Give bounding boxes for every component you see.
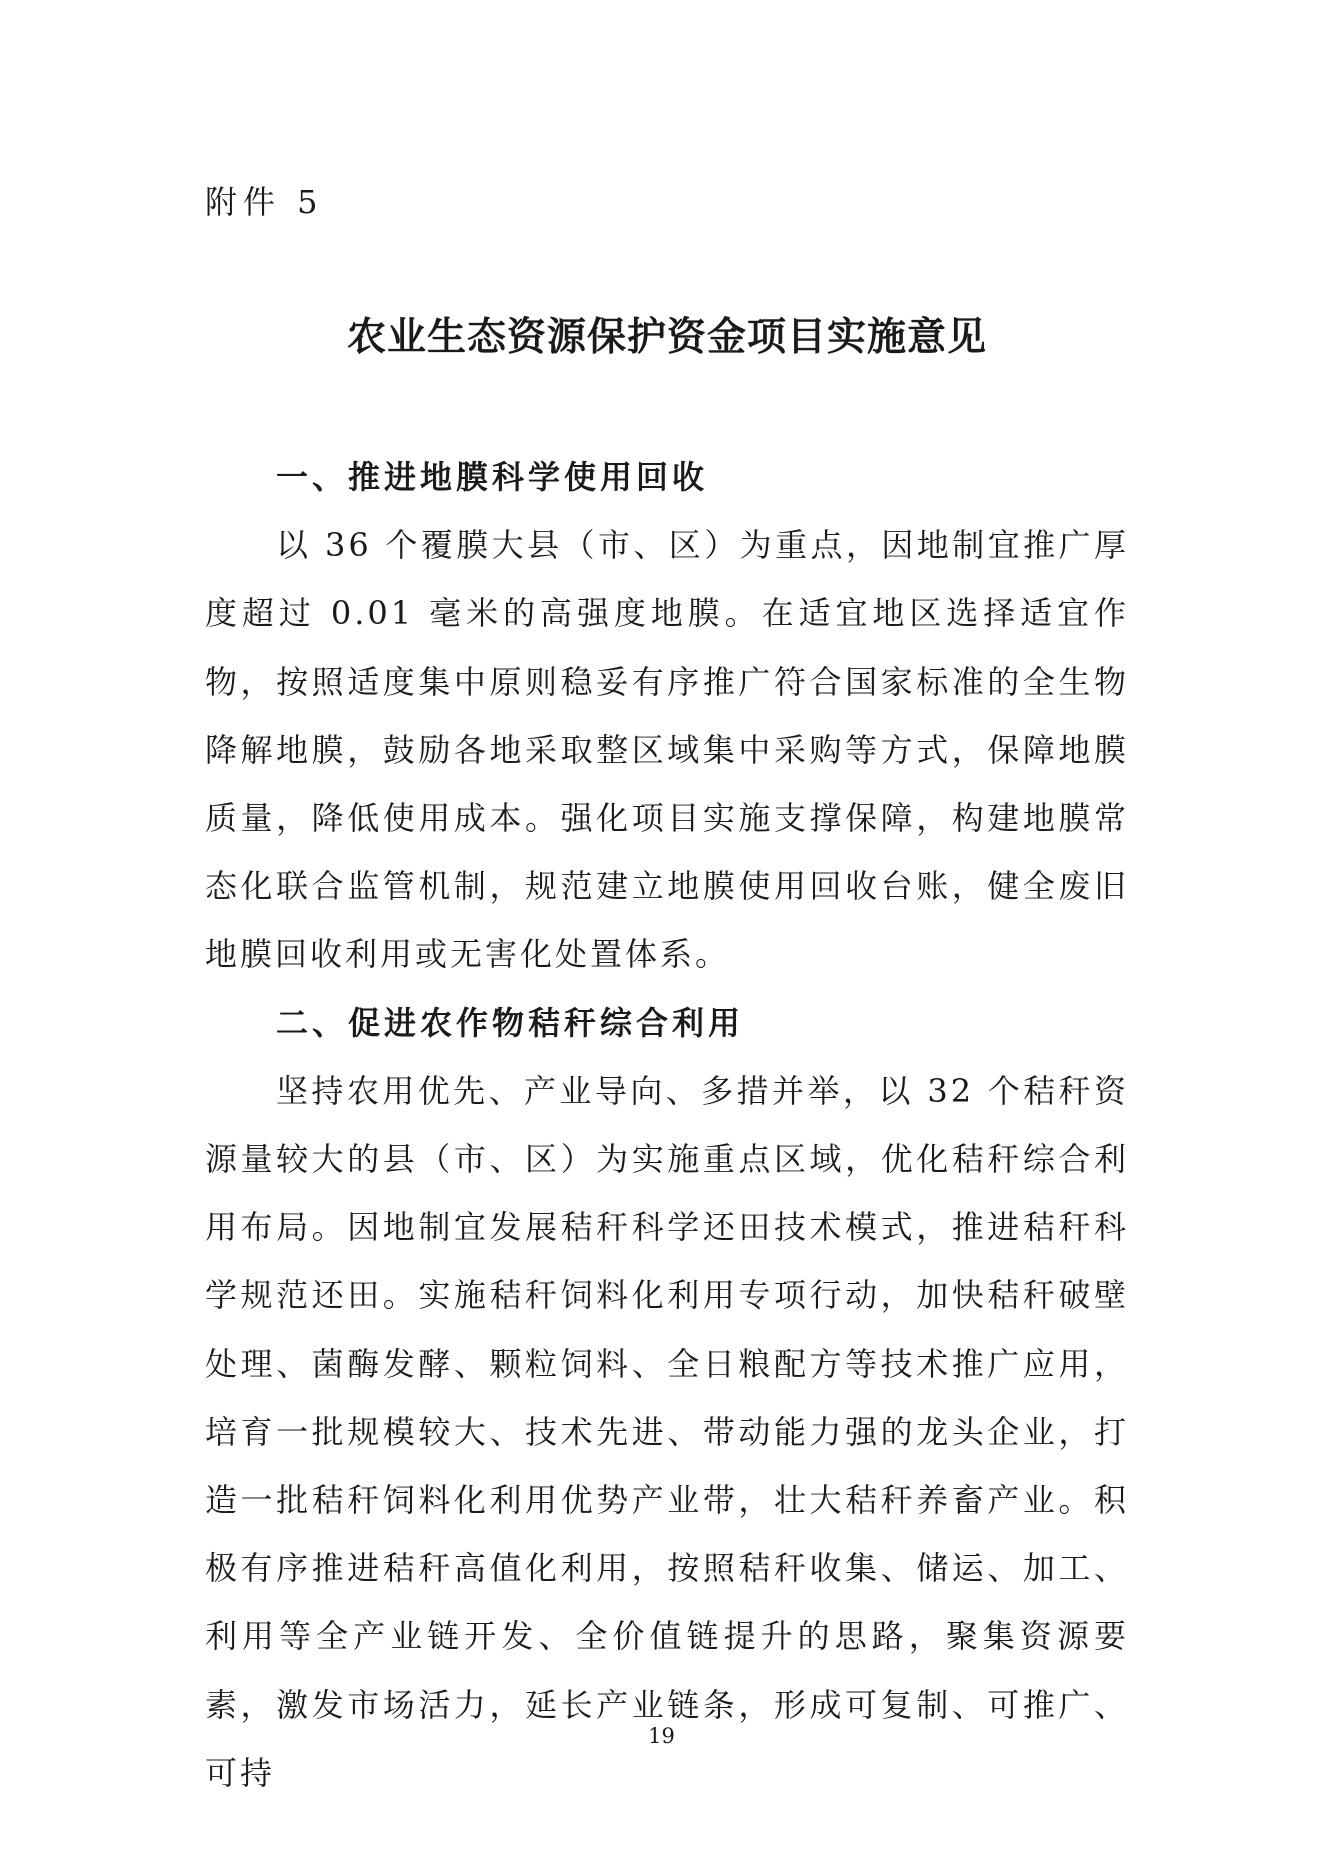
document-title: 农业生态资源保护资金项目实施意见: [346, 315, 987, 360]
section-paragraph: 坚持农用优先、产业导向、多措并举，以 32 个秸秆资源量较大的县（市、区）为实施重点区域，优化秸秆综合利用布局。因地制宜发展秸秆科学还田技术模式，推进秸秆科学规范还田。实施秸秆饲料化利用专项行动，加快秸秆破壁处理、菌酶发酵、颗粒饲料、全日粮配方等技术推广应用，培育一批规模较大、技术先进、带动能力强的龙头企业，打造一批秸秆饲料化利用优势产业带，壮大秸秆养畜产业。积极有序推进秸秆高值化利用，按照秸秆收集、储运、加工、利用等全产业链开发、全价值链提升的思路，聚集资源要素，激发市场活力，延长产业链条，形成可复制、可推广、可持: [205, 1071, 1129, 1792]
section-paragraph: 以 36 个覆膜大县（市、区）为重点，因地制宜推广厚度超过 0.01 毫米的高强度地膜。在适宜地区选择适宜作物，按照适度集中原则稳妥有序推广符合国家标准的全生物降解地膜，鼓励各地采取整区域集中采购等方式，保障地膜质量，降低使用成本。强化项目实施支撑保障，构建地膜常态化联合监管机制，规范建立地膜使用回收台账，健全废旧地膜回收利用或无害化处置体系。: [205, 526, 1129, 974]
document-body: [205, 443, 1129, 1807]
section-heading: 一、推进地膜科学使用回收: [276, 458, 709, 496]
annex-label: 附件 5: [205, 183, 324, 221]
section-heading: 二、促进农作物秸秆综合利用: [276, 1003, 745, 1042]
page-number: 19: [648, 1724, 675, 1748]
